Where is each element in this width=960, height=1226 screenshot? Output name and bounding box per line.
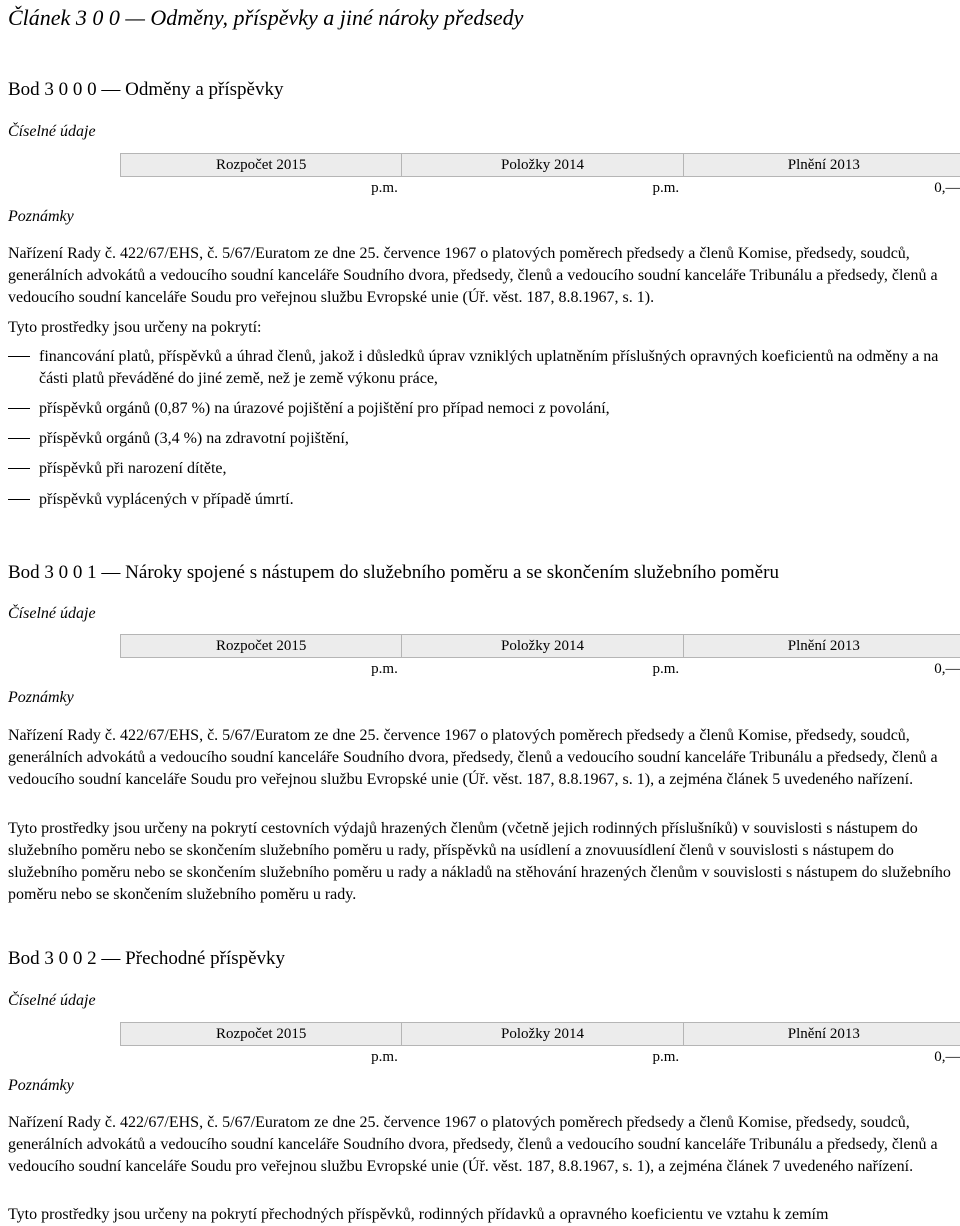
regulation-text-3000: Nařízení Rady č. 422/67/EHS, č. 5/67/Euratom ze dne 25. července 1967 o platových poměrech předsedy a členů Komise, předsedy, soudců, generálních advokátů a vedoucího soudní kanceláře Soudního dvora, předsedy, členů a vedoucího soudní kanceláře Tribunálu a předsedy, členů a vedoucího soudní kanceláře Soudu pro veřejnou službu Evropské unie (Úř. věst. 187, 8.8.1967, s. 1). — [8, 245, 938, 306]
value-items-2014: p.m. — [652, 1049, 680, 1065]
value-items-2014: p.m. — [652, 180, 680, 196]
list-item-text: příspěvků vyplácených v případě úmrtí. — [39, 491, 294, 508]
value-execution-2013: 0,— — [934, 661, 960, 677]
regulation-text-3002: Nařízení Rady č. 422/67/EHS, č. 5/67/Euratom ze dne 25. července 1967 o platových poměrech předsedy a členů Komise, předsedy, soudců, generálních advokátů a vedoucího soudní kanceláře Soudního dvora, předsedy, členů a vedoucího soudní kanceláře Tribunálu a předsedy, členů a vedoucího soudní kanceláře Soudu pro veřejnou službu Evropské unie (Úř. věst. 187, 8.8.1967, s. 1), a zejména článek 7 uvedeného nařízení. — [8, 1114, 938, 1175]
value-budget-2015: p.m. — [371, 180, 398, 196]
list-item-text: příspěvků orgánů (3,4 %) na zdravotní pojištění, — [39, 430, 349, 447]
table-row — [121, 1046, 960, 1069]
dash-bullet — [8, 438, 30, 439]
header-budget-2015: Rozpočet 2015 — [121, 154, 402, 177]
intro-text-3000: Tyto prostředky jsou určeny na pokrytí: — [8, 319, 262, 336]
list-item — [8, 428, 958, 450]
list-item — [8, 398, 958, 420]
numeric-data-label: Číselné údaje — [8, 992, 96, 1009]
budget-table-3001 — [120, 634, 960, 680]
table-header-row — [121, 1023, 960, 1046]
table-header-row — [121, 635, 960, 658]
budget-table-3000 — [120, 153, 960, 199]
table-header-row — [121, 154, 960, 177]
list-item — [8, 458, 958, 480]
notes-label: Poznámky — [8, 1077, 74, 1094]
header-execution-2013: Plnění 2013 — [683, 1023, 960, 1046]
value-items-2014: p.m. — [652, 661, 680, 677]
section-title-3001: Bod 3 0 0 1 — Nároky spojené s nástupem do služebního poměru a se skončením služebního poměru — [8, 562, 779, 583]
dash-bullet — [8, 468, 30, 469]
header-budget-2015: Rozpočet 2015 — [121, 1023, 402, 1046]
value-budget-2015: p.m. — [371, 661, 398, 677]
header-items-2014: Položky 2014 — [402, 154, 683, 177]
numeric-data-label: Číselné údaje — [8, 605, 96, 622]
table-row — [121, 658, 960, 681]
section-title-3000: Bod 3 0 0 0 — Odměny a příspěvky — [8, 79, 284, 100]
budget-table-3002 — [120, 1022, 960, 1068]
numeric-data-label: Číselné údaje — [8, 123, 96, 140]
list-item-text: příspěvků orgánů (0,87 %) na úrazové pojištění a pojištění pro případ nemoci z povolání, — [39, 400, 610, 417]
notes-label: Poznámky — [8, 208, 74, 225]
article-title: Článek 3 0 0 — Odměny, příspěvky a jiné nároky předsedy — [8, 5, 524, 30]
header-execution-2013: Plnění 2013 — [683, 154, 960, 177]
list-item — [8, 489, 958, 511]
list-item — [8, 346, 958, 390]
header-execution-2013: Plnění 2013 — [683, 635, 960, 658]
dash-bullet — [8, 356, 30, 357]
paragraph-3001: Tyto prostředky jsou určeny na pokrytí cestovních výdajů hrazených členům (včetně jejich rodinných příslušníků) v souvislosti s nástupem do služebního poměru nebo se skončením služebního poměru u rady, příspěvků na usídlení a znovuusídlení členů v souvislosti s nástupem do služebního poměru nebo se skončením služebního poměru u rady a nákladů na stěhování hrazených členům v souvislosti s nástupem do služebního poměru nebo se skončením služebního poměru u rady. — [8, 820, 951, 903]
value-budget-2015: p.m. — [371, 1049, 398, 1065]
value-execution-2013: 0,— — [934, 180, 960, 196]
list-item-text: příspěvků při narození dítěte, — [39, 460, 227, 477]
header-budget-2015: Rozpočet 2015 — [121, 635, 402, 658]
header-items-2014: Položky 2014 — [402, 1023, 683, 1046]
value-execution-2013: 0,— — [934, 1049, 960, 1065]
header-items-2014: Položky 2014 — [402, 635, 683, 658]
list-item-text: financování platů, příspěvků a úhrad členů, jakož i důsledků úprav vzniklých uplatněním příslušných opravných koeficientů na odměny a na části platů převáděné do jiné země, než je země výkonu práce, — [39, 348, 939, 387]
table-row — [121, 177, 960, 200]
section-title-3002: Bod 3 0 0 2 — Přechodné příspěvky — [8, 948, 286, 969]
dash-bullet — [8, 408, 30, 409]
dash-bullet — [8, 499, 30, 500]
paragraph-3002: Tyto prostředky jsou určeny na pokrytí přechodných příspěvků, rodinných přídavků a opravného koeficientu ve vztahu k zemím — [8, 1206, 829, 1223]
regulation-text-3001: Nařízení Rady č. 422/67/EHS, č. 5/67/Euratom ze dne 25. července 1967 o platových poměrech předsedy a členů Komise, předsedy, soudců, generálních advokátů a vedoucího soudní kanceláře Soudního dvora, předsedy, členů a vedoucího soudní kanceláře Tribunálu a předsedy, členů a vedoucího soudní kanceláře Soudu pro veřejnou službu Evropské unie (Úř. věst. 187, 8.8.1967, s. 1), a zejména článek 5 uvedeného nařízení. — [8, 727, 938, 788]
notes-label: Poznámky — [8, 689, 74, 706]
